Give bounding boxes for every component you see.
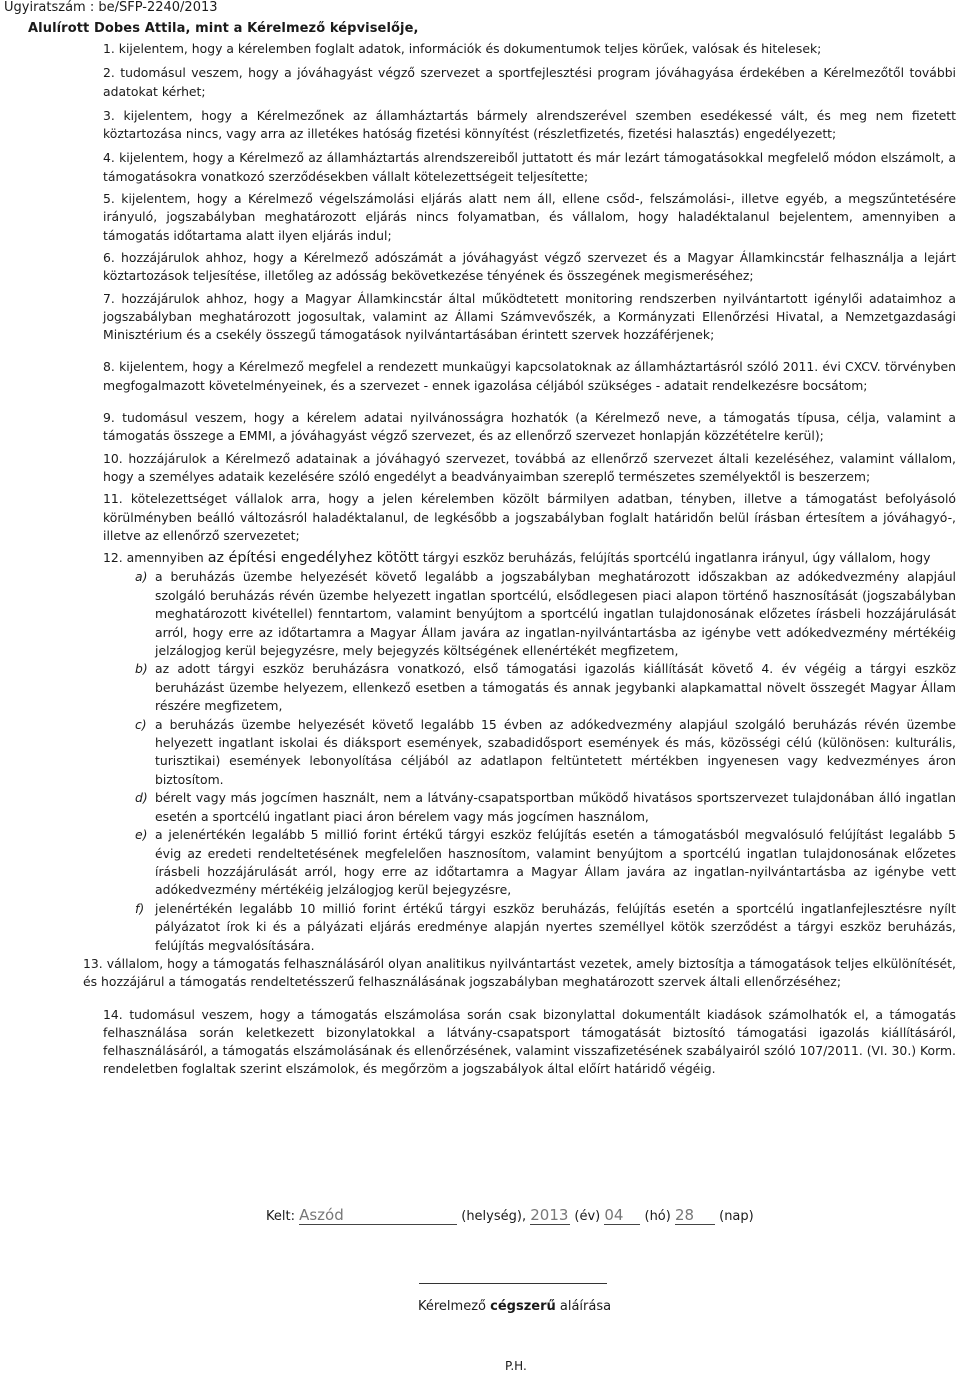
sub-item-label: f)	[135, 900, 145, 916]
sub-item-text: a jelenértékén legalább 5 millió forint értékű tárgyi eszköz felújítás esetén a támogatásból megvalósuló felújítást legalább 5 évig az eredeti rendeltetésének megfelelően hasznosítom, valamint benyújtom a sportcélú ingatlan tulajdonosának előzetes írásbeli hozzájárulását arról, hogy erre az időtartamra a Magyar Állam javára az ingatlan-nyilvántartásba az igénybe vett adókedvezmény mértékéig jelzálogjog kerül bejegyzésre,	[155, 827, 956, 898]
declaration-item	[103, 409, 956, 446]
item-text: kijelentem, hogy a kérelemben foglalt adatok, információk és dokumentumok teljes körűek, valósak és hitelesek;	[118, 41, 822, 56]
declaration-item	[103, 358, 956, 395]
sub-item-text: jelenértékén legalább 10 millió forint értékű tárgyi eszköz beruházás, felújítás esetén a sportcélú ingatlanfejlesztésre nyílt pályázatot írok ki és a pályázati eljárás eredménye alapján nyertes személlyel kötök szerződést a tárgyi eszköz beruházás, felújítás megvalósítására.	[155, 900, 956, 953]
item-number: 8.	[103, 359, 115, 375]
sub-item-text: bérelt vagy más jogcímen használt, nem a látvány-csapatsportban működő hivatásos sportszervezet tulajdonában álló ingatlan esetén a sportcélú ingatlant piaci áron bérelem vagy más jogcímen használom,	[155, 790, 956, 824]
sub-item-text: az adott tárgyi eszköz beruházásra vonatkozó, első támogatási igazolás kiállítását követő 4. év végéig a tárgyi eszköz beruházást üzembe helyezem, ellenkező esetben a támogatás és annak jegybanki alapkamattal növelt összegét Magyar Állam részére megfizetem,	[155, 661, 956, 714]
item-text: hozzájárulok ahhoz, hogy a Magyar Államkincstár által működtetett monitoring rendszerben nyilvántartott igénylői adataimhoz a jogszabályban meghatározott jogosultak, valamint az Állami Számvevőszék, a Kormányzati Ellenőrzési Hivatal, a Nemzetgazdasági Minisztérium és a csekély összegű támogatások nyilvántartásában érintett szervek hozzáférjenek;	[103, 290, 956, 343]
item-text: kijelentem, hogy a Kérelmező az államháztartás alrendszereiből juttatott és már lezárt támogatásokkal megfelelő módon elszámolt, a támogatásokra vonatkozó szerződésekben vállalt kötelezettségeit teljesítette;	[103, 150, 956, 184]
item-text: kijelentem, hogy a Kérelmezőnek az államháztartás bármely alrendszerével szemben esedékessé vált, és meg nem fizetett köztartozása nincs, vagy arra az illetékes hatóság fizetési könnyítést (részletfizetés, fizetési halasztás) engedélyezett;	[103, 107, 956, 142]
declaration-list	[83, 40, 956, 1079]
month-field[interactable]: 04	[604, 1206, 640, 1225]
sub-item	[135, 826, 956, 900]
kelt-label: Kelt:	[266, 1209, 295, 1224]
signature-line	[419, 1283, 607, 1284]
sub-item-label: c)	[135, 716, 147, 732]
item-text: vállalom, hogy a támogatás felhasználásáról olyan analitikus nyilvántartást vezetek, amely biztosítja a támogatások teljes elkülönítését, és hozzájárul a támogatás rendeltetésszerű felhasználásának jogszabályban meghatározott szervek általi ellenőrzéséhez;	[83, 955, 956, 990]
declaration-item	[103, 190, 956, 245]
item-number: 1.	[103, 41, 115, 56]
declaration-item	[83, 955, 956, 992]
file-reference: Ügyiratszám : be/SFP-2240/2013	[4, 0, 218, 15]
place-field[interactable]: Aszód	[299, 1206, 457, 1225]
item-number: 6.	[103, 249, 115, 265]
item-number: 14.	[103, 1006, 123, 1022]
signature-label	[418, 1299, 611, 1314]
item-text: hozzájárulok ahhoz, hogy a Kérelmező adószámát a jóváhagyást végző szervezet és a Magyar Államkincstár felhasználja a lejárt köztartozások teljesítése, illetőleg az adósság bekövetkezése tényének és összegének megismeréséhez;	[103, 249, 956, 284]
item-number: 12.	[103, 550, 123, 566]
item-text: amennyiben	[126, 550, 208, 566]
sub-item	[135, 789, 956, 826]
day-suffix: (nap)	[719, 1209, 754, 1224]
declaration-item	[103, 450, 956, 487]
month-suffix: (hó)	[644, 1209, 671, 1224]
stamp-placeholder: P.H.	[505, 1359, 527, 1373]
item-text: tudomásul veszem, hogy a kérelem adatai nyilvánosságra hozhatók (a Kérelmező neve, a támogatás típusa, célja, valamint a támogatás összege a EMMI, a jóváhagyást végző szervezet, és az ellenőrző szervezet honlapján közzétételre kerül);	[103, 410, 956, 444]
item-number: 3.	[103, 107, 115, 123]
declaration-item	[103, 290, 956, 345]
sub-item-label: b)	[135, 661, 148, 677]
item-number: 7.	[103, 290, 115, 306]
item-number: 9.	[103, 410, 115, 426]
highlighted-phrase: az építési engedélyhez kötött	[207, 550, 419, 567]
item-number: 4.	[103, 150, 115, 166]
sub-item	[135, 900, 956, 955]
declaration-item	[103, 490, 956, 545]
item-text: tudomásul veszem, hogy a jóváhagyást végző szervezet a sportfejlesztési program jóváhagyása érdekében a Kérelmezőtől további adatokat kérhet;	[103, 65, 956, 99]
sub-item-label: e)	[135, 827, 148, 843]
sub-item	[135, 660, 956, 715]
sub-item-label: d)	[135, 790, 148, 806]
date-place-row	[266, 1206, 754, 1225]
item-text: tudomásul veszem, hogy a támogatás elszámolása során csak bizonylattal dokumentált kiadások számolhatók el, a támogatás felhasználása során keletkezett bizonylatokkal a látvány-csapatsport támogatását biztosító támogatási igazolás kiállításáról, felhasználásáról, a támogatás elszámolásának és ellenőrzésének, valamint visszafizetésének szabályairól szóló 107/2011. (VI. 30.) Korm. rendeletben foglaltak szerint elszámolok, és megőrzöm a jogszabályok által előírt határidő végéig.	[103, 1006, 956, 1077]
signature-label-pre: Kérelmező	[418, 1299, 491, 1314]
item-text: kijelentem, hogy a Kérelmező megfelel a rendezett munkaügyi kapcsolatoknak az államháztartásról szóló 2011. évi CXCV. törvényben megfogalmazott követelményeinek, és a szervezet - ennek igazolása céljából szükséges - adatait rendelkezésre bocsátom;	[103, 359, 956, 393]
signature-label-bold: cégszerű	[490, 1299, 556, 1314]
item-text: kötelezettséget vállalok arra, hogy a jelen kérelemben közölt bármilyen adatban, tényben, illetve a támogatást befolyásoló körülményben beálló változásról haladéktalanul, de legkésőbb a jogszabályban foglalt határidőn belül írásban értesítem a jóváhagyó-, illetve az ellenőrző szervezetet;	[103, 491, 956, 543]
day-field[interactable]: 28	[675, 1206, 715, 1225]
declaration-item	[103, 149, 956, 186]
item-number: 10.	[103, 450, 123, 466]
declaration-item	[103, 64, 956, 101]
sub-item-text: a beruházás üzembe helyezését követő legalább 15 évben az adókedvezmény alapjául szolgáló beruházás révén üzembe helyezett ingatlant iskolai és diáksport események, szabadidősport események és más, közösségi célú (különösen: kulturális, turisztikai) események lebonyolítása céljából az adatlapon feltüntetett mértékben ingyenesen vagy kedvezményes áron biztosítom.	[155, 716, 956, 787]
declaration-item	[103, 249, 956, 286]
item-number: 2.	[103, 65, 115, 81]
sub-item	[135, 716, 956, 790]
declaration-item	[103, 107, 956, 144]
declaration-item	[103, 1006, 956, 1079]
signatory-heading: Alulírott Dobes Attila, mint a Kérelmező képviselője,	[28, 21, 419, 36]
sub-item-label: a)	[135, 569, 148, 585]
item-text: kijelentem, hogy a Kérelmező végelszámolási eljárás alatt nem áll, ellene csőd-, felszámolási-, illetve egyéb, a megszűntetésére irányuló, jogszabályban meghatározott eljárás nincs folyamatban, és vállalom, hogy haladéktalanul bejelentem, amennyiben a támogatás időtartama alatt ilyen eljárás indul;	[103, 191, 956, 243]
item-number: 11.	[103, 491, 123, 507]
item-number: 13.	[83, 955, 103, 971]
signature-label-post: aláírása	[555, 1299, 612, 1314]
place-suffix: (helység),	[461, 1209, 527, 1224]
item-number: 5.	[103, 191, 115, 207]
declaration-item	[103, 549, 956, 567]
item-text-rest: tárgyi eszköz beruházás, felújítás sportcélú ingatlanra irányul, úgy vállalom, hogy	[418, 550, 931, 566]
sub-item-text: a beruházás üzembe helyezését követő legalább a jogszabályban meghatározott időszakban az adókedvezmény alapjául szolgáló beruházás révén üzembe helyezett ingatlan sportcélú, elsődlegesen piaci alapon történő hasznosítását (jogszabályban meghatározott kivétellel) fenntartom, valamint benyújtom a sportcélú ingatlan tulajdonosának előzetes írásbeli hozzájárulását arról, hogy erre az időtartamra a Magyar Állam javára az ingatlan-nyilvántartásba az igénybe vett adókedvezmény mértékéig jelzálogjog kerül bejegyzésre, mely bejegyzés költségének ellenértékét megfizetem,	[155, 569, 956, 659]
item-text: hozzájárulok a Kérelmező adatainak a jóváhagyó szervezet, továbbá az ellenőrző szervezet általi kezeléséhez, valamint vállalom, hogy a személyes adataik kezelésére szóló engedélyt a beadványaimban szereplő természetes személyektől is beszerzem;	[103, 450, 956, 484]
sub-item	[135, 568, 956, 660]
year-field[interactable]: 2013	[530, 1206, 569, 1224]
declaration-item	[103, 40, 956, 58]
year-suffix: (év)	[574, 1209, 601, 1224]
